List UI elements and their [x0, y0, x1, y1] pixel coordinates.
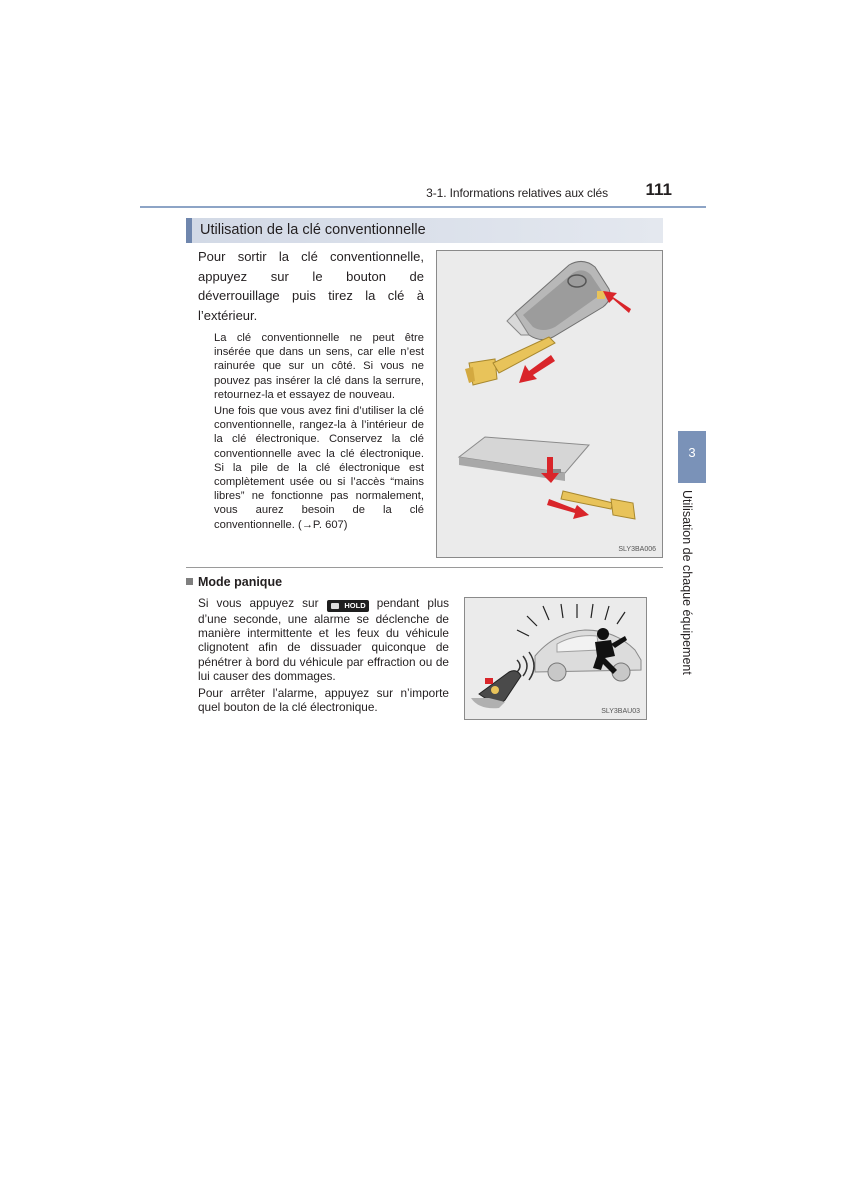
chapter-title-text: Utilisation de chaque équipement [680, 490, 694, 675]
key-fob-top [507, 261, 610, 339]
key-fob-hand [471, 671, 521, 709]
lead-paragraph: Pour sortir la clé conventionnelle, appuyez sur le bouton de déverrouillage puis tirez la clé à l’extérieur. [198, 249, 424, 323]
panic-paragraph-2: Pour arrêter l’alarme, appuyez sur n’importe quel bouton de la clé électronique. [198, 686, 449, 715]
key-fob-bottom [459, 437, 589, 481]
subsection-title: Mode panique [198, 575, 283, 589]
header-rule [140, 206, 706, 208]
panic-text-after: pendant plus d’une seconde, une alarme se déclenche de manière intermittente et les feux du véhicule clignotent afin de dissuader quiconque de pénétrer à bord du véhicule par effraction ou de lui causer des dommages. [198, 596, 450, 683]
key-removal-drawing [437, 251, 662, 557]
alarm-burst-icon [517, 604, 625, 636]
note-paragraph-1: La clé conventionnelle ne peut être insérée que dans un sens, car elle n’est rainurée que sur un côté. Si vous ne pouvez pas insérer la clé dans la serrure, retournez-la et essayez de nouveau. [214, 332, 424, 401]
square-bullet-icon [186, 578, 193, 585]
mechanical-key-bottom [561, 491, 635, 519]
chapter-side-title [678, 490, 698, 690]
section-title: Utilisation de la clé conventionnelle [200, 222, 426, 238]
subsection-heading [186, 575, 282, 589]
section-heading [186, 218, 663, 243]
panic-hold-button-icon: HOLD [327, 600, 369, 612]
figure-code: SLY3BA006 [618, 546, 656, 553]
running-title: 3-1. Informations relatives aux clés [426, 186, 608, 200]
note-paragraph-2: Une fois que vous avez fini d’utiliser la clé conventionnelle, rangez-la à l’intérieur de la clé électronique. Conservez la clé conventionnelle avec la clé électronique. Si la pile de la clé électronique est complètement usée ou si l’accès “mains libres” ne fonctionne pas normalement, vous aurez besoin de la clé conventionnelle. (→P. 607) [214, 405, 424, 531]
page-number: 111 [645, 180, 672, 199]
figure-code: SLY3BAU03 [601, 708, 640, 715]
key-removal-illustration [436, 250, 663, 558]
panic-alarm-illustration [464, 597, 647, 720]
chapter-tab[interactable]: 3 [678, 431, 706, 483]
section-divider [186, 567, 663, 568]
panic-text-before: Si vous appuyez sur [198, 596, 319, 610]
panic-paragraph-1 [198, 596, 449, 683]
mechanical-key-top [465, 337, 555, 385]
panic-alarm-drawing [465, 598, 646, 719]
